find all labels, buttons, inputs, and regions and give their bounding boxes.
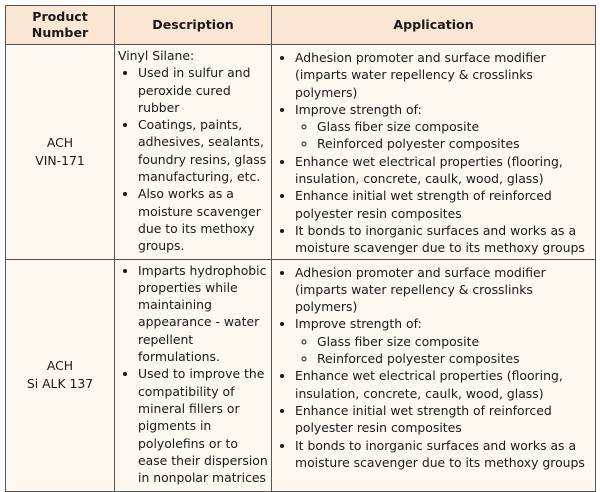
table-row [6, 259, 596, 491]
list-item-label: Improve strength of: [295, 316, 422, 332]
sub-list-item: ◦ Glass fiber size composite [317, 118, 591, 135]
description-list [118, 262, 268, 487]
list-item: • Coatings, paints, adhesives, sealants, foundry resins, glass manufacturing, etc. [138, 116, 268, 185]
list-item [295, 315, 591, 367]
product-number-line: ACH [46, 358, 74, 374]
list-item: • It bonds to inorganic surfaces and works as a moisture scavenger due to its methoxy groups [295, 437, 591, 472]
application-cell [272, 259, 596, 491]
header-product-number: Product Number [6, 6, 115, 45]
product-table [5, 5, 596, 492]
application-cell [272, 45, 596, 260]
list-item: • Enhance wet electrical properties (flooring, insulation, concrete, caulk, wood, glass) [295, 367, 591, 402]
sub-list-item: ◦ Reinforced polyester composites [317, 135, 591, 152]
header-row [6, 6, 596, 45]
list-item: • Enhance initial wet strength of reinforced polyester resin composites [295, 402, 591, 437]
list-item: • It bonds to inorganic surfaces and works as a moisture scavenger due to its methoxy groups [295, 222, 591, 257]
sub-list [295, 118, 591, 153]
description-intro: Vinyl Silane: [118, 48, 195, 63]
application-list [275, 264, 591, 472]
header-application: Application [272, 6, 596, 45]
list-item: • Also works as a moisture scavenger due to its methoxy groups. [138, 185, 268, 254]
description-cell [115, 259, 272, 491]
description-cell [115, 45, 272, 260]
product-number-cell [6, 45, 115, 260]
sub-list-item: ◦ Reinforced polyester composites [317, 350, 591, 367]
list-item: • Adhesion promoter and surface modifier (imparts water repellency & crosslinks polymers) [295, 49, 591, 101]
list-item-label: Improve strength of: [295, 101, 422, 117]
sub-list [295, 333, 591, 368]
product-number-line: VIN-171 [35, 152, 85, 168]
product-number-cell [6, 259, 115, 491]
table-row [6, 45, 596, 260]
sub-list-item: ◦ Glass fiber size composite [317, 333, 591, 350]
list-item: • Used in sulfur and peroxide cured rubber [138, 64, 268, 116]
product-number-line: ACH [46, 134, 74, 150]
header-description: Description [115, 6, 272, 45]
list-item: • Imparts hydrophobic properties while maintaining appearance - water repellent formulations. [138, 262, 268, 366]
description-list [118, 64, 268, 254]
list-item: • Used to improve the compatibility of mineral fillers or pigments in polyolefins or to ease their dispersion in nonpolar matrices [138, 365, 268, 486]
list-item: • Adhesion promoter and surface modifier (imparts water repellency & crosslinks polymers) [295, 264, 591, 316]
application-list [275, 49, 591, 257]
list-item: • Enhance initial wet strength of reinforced polyester resin composites [295, 187, 591, 222]
product-number-line: Si ALK 137 [26, 376, 94, 392]
list-item [295, 101, 591, 153]
list-item: • Enhance wet electrical properties (flooring, insulation, concrete, caulk, wood, glass) [295, 153, 591, 188]
